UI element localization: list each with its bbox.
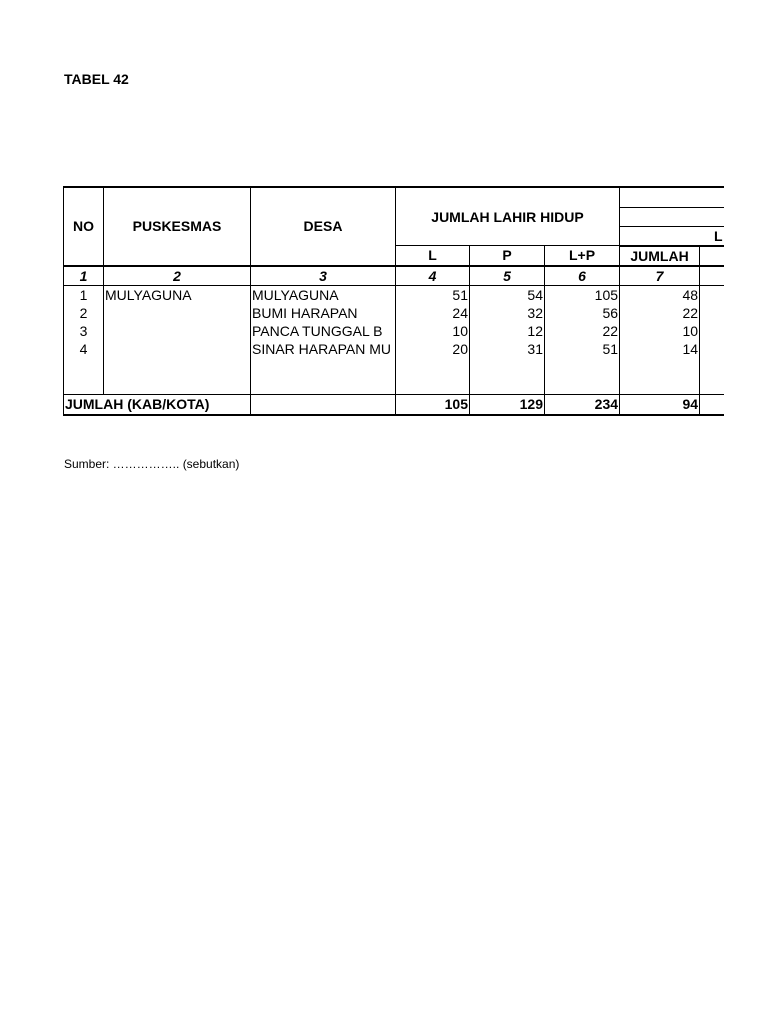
cell-puskesmas: MULYAGUNA bbox=[104, 285, 251, 304]
cell-puskesmas bbox=[104, 322, 251, 340]
column-number-empty bbox=[700, 266, 724, 286]
header-partial-l: L bbox=[713, 227, 723, 244]
table-row bbox=[64, 340, 724, 358]
cell-lp: 22 bbox=[545, 322, 620, 340]
total-empty bbox=[251, 394, 396, 415]
header-no: NO bbox=[64, 187, 104, 266]
cell-jumlah: 10 bbox=[620, 322, 700, 340]
total-partial-empty bbox=[700, 394, 724, 415]
data-table bbox=[63, 186, 724, 416]
column-number: 7 bbox=[620, 266, 700, 286]
total-jumlah: 94 bbox=[620, 394, 700, 415]
column-number: 6 bbox=[545, 266, 620, 286]
cell-desa: BUMI HARAPAN bbox=[251, 304, 396, 322]
data-table-container bbox=[63, 186, 723, 438]
cell-p: 54 bbox=[470, 285, 545, 304]
page-title: TABEL 42 bbox=[64, 71, 129, 87]
column-number: 3 bbox=[251, 266, 396, 286]
cell-no: 1 bbox=[64, 285, 104, 304]
header-desa: DESA bbox=[251, 187, 396, 266]
cell-l: 20 bbox=[396, 340, 470, 358]
total-p: 129 bbox=[470, 394, 545, 415]
cell-l: 51 bbox=[396, 285, 470, 304]
cell-jumlah: 48 bbox=[620, 285, 700, 304]
cell-lp: 105 bbox=[545, 285, 620, 304]
table-row bbox=[64, 285, 724, 304]
column-number: 2 bbox=[104, 266, 251, 286]
cell-desa: SINAR HARAPAN MU bbox=[251, 340, 396, 358]
header-partial-middle bbox=[620, 207, 724, 226]
cell-jumlah: 22 bbox=[620, 304, 700, 322]
cell-p: 32 bbox=[470, 304, 545, 322]
header-partial-top bbox=[620, 187, 724, 207]
header-jumlah-lahir-hidup: JUMLAH LAHIR HIDUP bbox=[396, 187, 620, 246]
cell-lp: 56 bbox=[545, 304, 620, 322]
cell-l: 24 bbox=[396, 304, 470, 322]
header-p: P bbox=[470, 246, 545, 266]
source-note: Sumber: …………….. (sebutkan) bbox=[64, 457, 240, 471]
cell-empty bbox=[700, 340, 724, 358]
cell-empty bbox=[700, 285, 724, 304]
header-partial-empty bbox=[700, 246, 724, 266]
total-row bbox=[64, 394, 724, 415]
cell-lp: 51 bbox=[545, 340, 620, 358]
column-number: 1 bbox=[64, 266, 104, 286]
cell-puskesmas bbox=[104, 304, 251, 322]
header-lp: L+P bbox=[545, 246, 620, 266]
column-number: 4 bbox=[396, 266, 470, 286]
cell-desa: PANCA TUNGGAL B bbox=[251, 322, 396, 340]
cell-p: 12 bbox=[470, 322, 545, 340]
table-row bbox=[64, 322, 724, 340]
table-row bbox=[64, 304, 724, 322]
cell-jumlah: 14 bbox=[620, 340, 700, 358]
total-l: 105 bbox=[396, 394, 470, 415]
total-lp: 234 bbox=[545, 394, 620, 415]
cell-no: 3 bbox=[64, 322, 104, 340]
cell-empty bbox=[700, 322, 724, 340]
header-puskesmas: PUSKESMAS bbox=[104, 187, 251, 266]
column-number: 5 bbox=[470, 266, 545, 286]
cell-p: 31 bbox=[470, 340, 545, 358]
header-jumlah: JUMLAH bbox=[620, 246, 700, 266]
cell-l: 10 bbox=[396, 322, 470, 340]
cell-no: 2 bbox=[64, 304, 104, 322]
cell-empty bbox=[700, 304, 724, 322]
table-row-empty bbox=[64, 358, 724, 395]
header-l: L bbox=[396, 246, 470, 266]
cell-no: 4 bbox=[64, 340, 104, 358]
cell-desa: MULYAGUNA bbox=[251, 285, 396, 304]
cell-puskesmas bbox=[104, 340, 251, 358]
total-label: JUMLAH (KAB/KOTA) bbox=[64, 394, 251, 415]
